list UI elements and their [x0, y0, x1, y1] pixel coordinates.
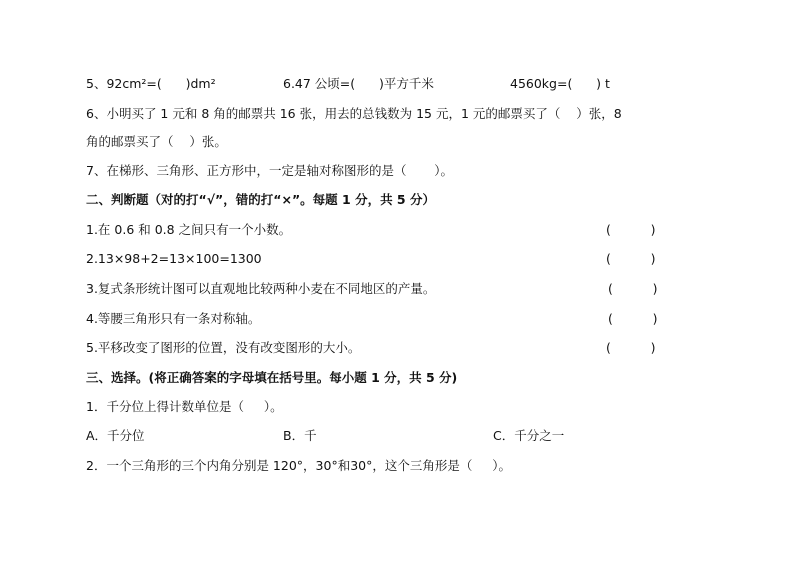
choice-option-c[interactable]: C．千分之一 [493, 428, 565, 443]
question-5-area-conversion: 5、92cm²=( )dm² [86, 76, 216, 91]
true-false-item-3: 3.复式条形统计图可以直观地比较两种小麦在不同地区的产量。 [86, 281, 436, 296]
true-false-item-2: 2.13×98+2=13×100=1300 [86, 251, 262, 266]
question-5-hectare-conversion: 6.47 公顷=( )平方千米 [283, 76, 434, 91]
question-7: 7、在梯形、三角形、正方形中，一定是轴对称图形的是（ ）。 [86, 163, 454, 178]
true-false-item-1: 1.在 0.6 和 0.8 之间只有一个小数。 [86, 222, 292, 237]
choice-option-a[interactable]: A．千分位 [86, 428, 145, 443]
true-false-blank-4[interactable]: ( ) [608, 311, 658, 326]
true-false-blank-1[interactable]: ( ) [606, 222, 656, 237]
choice-option-b[interactable]: B．千 [283, 428, 317, 443]
true-false-item-4: 4.等腰三角形只有一条对称轴。 [86, 311, 261, 326]
choice-question-1: 1．千分位上得计数单位是（ ）。 [86, 399, 283, 414]
true-false-item-5: 5.平移改变了图形的位置，没有改变图形的大小。 [86, 340, 361, 355]
true-false-blank-3[interactable]: ( ) [608, 281, 658, 296]
question-5-mass-conversion: 4560kg=( ) t [510, 76, 610, 91]
section-2-heading: 二、判断题（对的打“√”，错的打“×”。每题 1 分，共 5 分） [86, 192, 435, 207]
question-6-line-2: 角的邮票买了（ ）张。 [86, 134, 227, 149]
choice-question-2: 2．一个三角形的三个内角分别是 120°，30°和30°，这个三角形是（ ）。 [86, 458, 511, 473]
section-3-heading: 三、选择。(将正确答案的字母填在括号里。每小题 1 分，共 5 分) [86, 370, 458, 385]
true-false-blank-5[interactable]: ( ) [606, 340, 656, 355]
true-false-blank-2[interactable]: ( ) [606, 251, 656, 266]
question-6-line-1: 6、小明买了 1 元和 8 角的邮票共 16 张，用去的总钱数为 15 元，1 元的邮票买了（ ）张，8 [86, 106, 622, 121]
